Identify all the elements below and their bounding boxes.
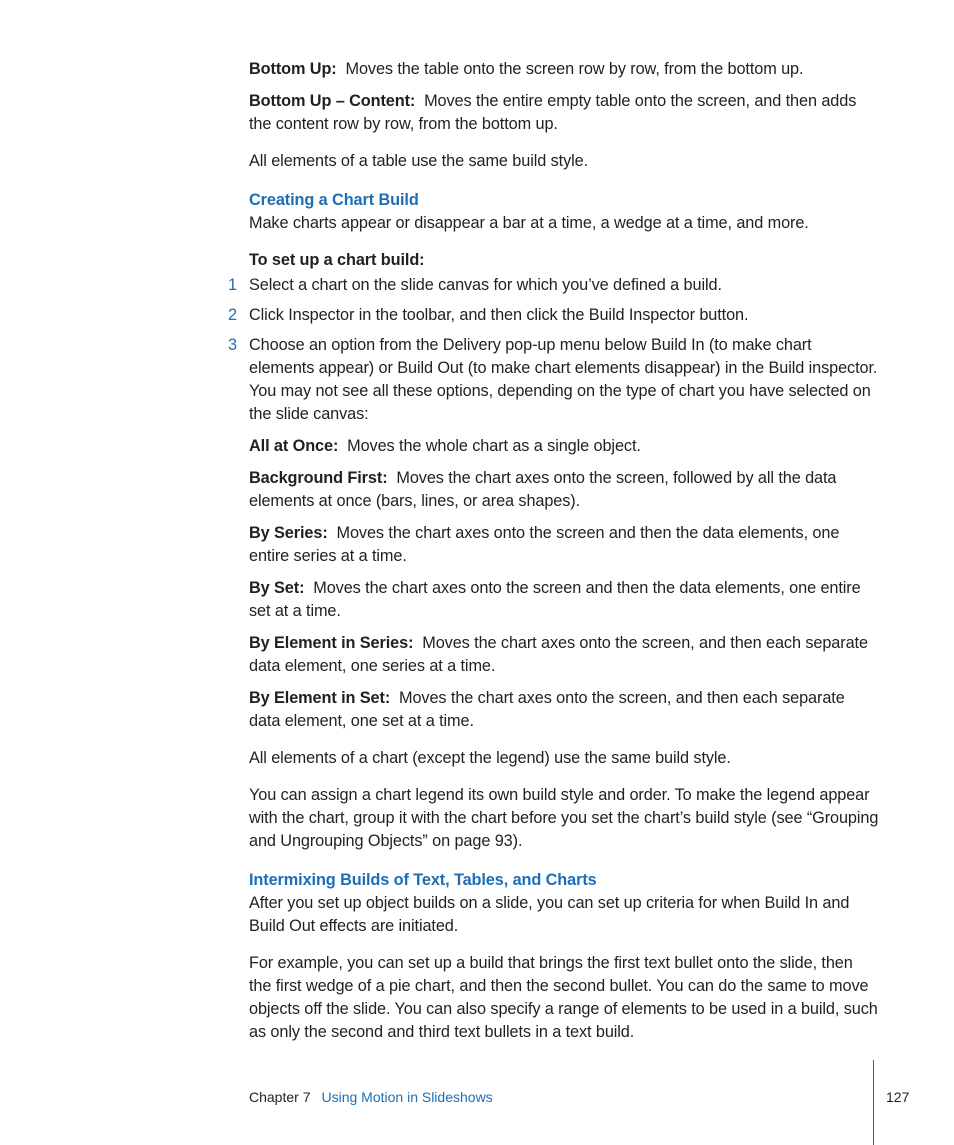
option-description: Moves the chart axes onto the screen, and then each separate data element, one series at a time.	[249, 634, 868, 675]
option-description: Moves the chart axes onto the screen, followed by all the data elements at once (bars, lines, or area shapes).	[249, 469, 837, 510]
step-number: 2	[228, 306, 237, 324]
term-bottom-up-content	[249, 90, 879, 136]
option-label: By Element in Series:	[249, 634, 414, 652]
footer-divider	[873, 1060, 874, 1145]
term-bottom-up	[249, 58, 879, 81]
chart-note-grouping: You can assign a chart legend its own build style and order. To make the legend appear with the chart, group it with the chart before you set the chart’s build style (see “Grouping and Ungrouping Objects” on page 93).	[249, 786, 879, 850]
intermix-para-2: For example, you can set up a build that brings the first text bullet onto the slide, then the first wedge of a pie chart, and then the second bullet. You can do the same to move objects off the slide. You can also specify a range of elements to be used in a build, such as only the second and third text bullets in a text build.	[249, 954, 878, 1041]
step-number: 3	[228, 336, 237, 354]
option-all-at-once	[249, 435, 879, 458]
procedure-heading: To set up a chart build:	[249, 251, 425, 269]
option-label: By Set:	[249, 579, 305, 597]
option-label: By Series:	[249, 524, 328, 542]
step-2	[228, 304, 879, 327]
step-text: Select a chart on the slide canvas for which you’ve defined a build.	[249, 276, 722, 294]
page-number: 127	[886, 1089, 910, 1105]
page-body	[228, 58, 879, 1044]
step-3	[228, 334, 879, 426]
option-label: All at Once:	[249, 437, 339, 455]
term-label: Bottom Up – Content:	[249, 92, 416, 110]
step-1	[228, 274, 879, 297]
footer-chapter: Chapter 7	[249, 1089, 311, 1105]
option-by-series	[249, 522, 879, 568]
term-label: Bottom Up:	[249, 60, 337, 78]
step-text: Choose an option from the Delivery pop-up menu below Build In (to make chart elements appear) or Build Out (to make chart elements disappear) in the Build inspector. You may not see all these options, depending on the type of chart you have selected on the slide canvas:	[249, 336, 878, 423]
section-heading-intermixing: Intermixing Builds of Text, Tables, and Charts	[249, 871, 597, 889]
option-description: Moves the chart axes onto the screen and then the data elements, one entire set at a time.	[249, 579, 861, 620]
section-heading-chart-build: Creating a Chart Build	[249, 191, 419, 209]
term-description: Moves the table onto the screen row by row, from the bottom up.	[345, 60, 804, 78]
term-description: Moves the entire empty table onto the screen, and then adds the content row by row, from the bottom up.	[249, 92, 857, 133]
page-footer	[249, 1087, 493, 1107]
footer-chapter-title: Using Motion in Slideshows	[321, 1089, 493, 1105]
option-background-first	[249, 467, 879, 513]
option-label: By Element in Set:	[249, 689, 391, 707]
step-text: Click Inspector in the toolbar, and then click the Build Inspector button.	[249, 306, 749, 324]
chart-intro: Make charts appear or disappear a bar at a time, a wedge at a time, and more.	[249, 214, 809, 232]
table-note: All elements of a table use the same build style.	[249, 152, 589, 170]
option-by-set	[249, 577, 879, 623]
option-description: Moves the whole chart as a single object.	[347, 437, 641, 455]
option-by-element-in-set	[249, 687, 879, 733]
option-by-element-in-series	[249, 632, 879, 678]
option-label: Background First:	[249, 469, 388, 487]
chart-note-legend: All elements of a chart (except the legend) use the same build style.	[249, 749, 731, 767]
option-description: Moves the chart axes onto the screen, and then each separate data element, one set at a time.	[249, 689, 845, 730]
step-number: 1	[228, 276, 237, 294]
intermix-para-1: After you set up object builds on a slide, you can set up criteria for when Build In and Build Out effects are initiated.	[249, 894, 850, 935]
option-description: Moves the chart axes onto the screen and then the data elements, one entire series at a time.	[249, 524, 840, 565]
